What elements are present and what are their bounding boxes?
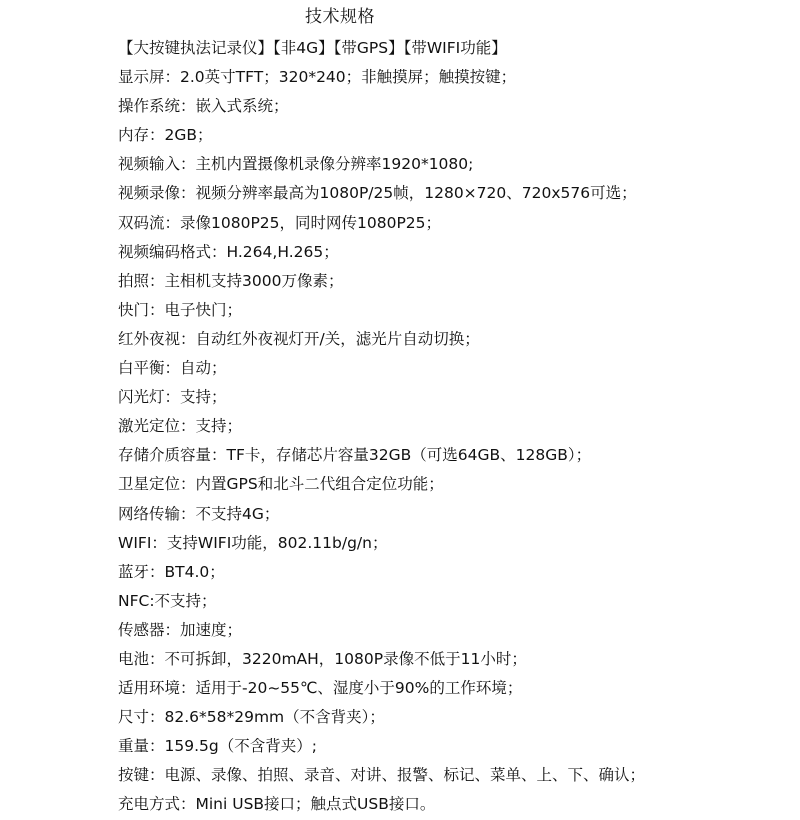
spec-line-dual-stream: 双码流：录像1080P25，同时网传1080P25； <box>118 213 442 232</box>
spec-line-dimensions: 尺寸：82.6*58*29mm（不含背夹）； <box>118 708 385 727</box>
spec-line-flash: 闪光灯：支持； <box>118 388 227 407</box>
spec-line-white-balance: 白平衡：自动； <box>118 359 227 378</box>
spec-line-os: 操作系统：嵌入式系统； <box>118 97 289 116</box>
spec-line-memory: 内存：2GB； <box>118 126 213 145</box>
spec-line-video-input: 视频输入：主机内置摄像机录像分辨率1920*1080; <box>118 155 474 174</box>
spec-line-display: 显示屏：2.0英寸TFT；320*240；非触摸屏；触摸按键； <box>118 68 517 87</box>
spec-line-environment: 适用环境：适用于-20~55℃、湿度小于90%的工作环境； <box>118 679 523 698</box>
spec-line-battery: 电池：不可拆卸，3220mAH，1080P录像不低于11小时； <box>118 649 527 668</box>
spec-line-infrared: 红外夜视：自动红外夜视灯开/关，滤光片自动切换； <box>118 329 480 348</box>
document-title: 技术规格 <box>305 7 375 27</box>
spec-line-buttons: 按键：电源、录像、拍照、录音、对讲、报警、标记、菜单、上、下、确认； <box>118 766 646 785</box>
spec-line-nfc: NFC:不支持； <box>118 591 217 610</box>
spec-line-photo: 拍照：主相机支持3000万像素； <box>118 271 344 290</box>
spec-line-bluetooth: 蓝牙：BT4.0； <box>118 562 225 581</box>
spec-line-video-recording: 视频录像：视频分辨率最高为1080P/25帧，1280×720、720x576可选； <box>118 184 637 203</box>
spec-line-sensor: 传感器：加速度； <box>118 620 243 639</box>
spec-line-laser: 激光定位：支持； <box>118 417 243 436</box>
spec-line-product-tags: 【大按键执法记录仪】【非4G】【带GPS】【带WIFI功能】 <box>118 39 507 57</box>
spec-line-weight: 重量：159.5g（不含背夹）; <box>118 737 317 756</box>
spec-line-shutter: 快门：电子快门； <box>118 300 243 319</box>
spec-line-video-codec: 视频编码格式：H.264,H.265； <box>118 242 339 261</box>
spec-line-network: 网络传输：不支持4G； <box>118 504 280 523</box>
spec-line-charging: 充电方式：Mini USB接口；触点式USB接口。 <box>118 795 436 814</box>
spec-line-storage: 存储介质容量：TF卡，存储芯片容量32GB（可选64GB、128GB）； <box>118 446 592 465</box>
spec-list <box>118 34 645 820</box>
spec-line-satellite: 卫星定位：内置GPS和北斗二代组合定位功能； <box>118 475 444 494</box>
spec-line-wifi: WIFI：支持WIFI功能，802.11b/g/n； <box>118 533 388 552</box>
